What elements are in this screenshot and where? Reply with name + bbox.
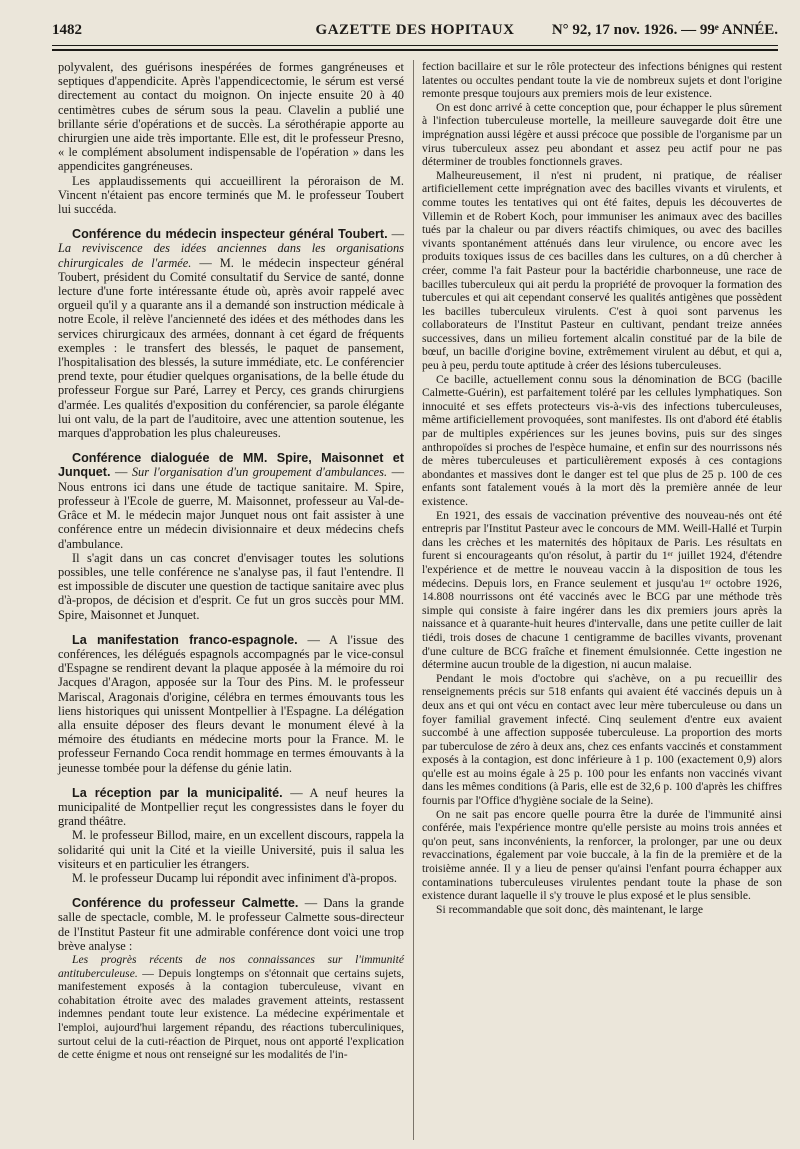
analysis-title: Les progrès récents de nos connaissances sur l'immunité antituberculeuse. [58,952,404,980]
page-number: 1482 [52,22,82,38]
paragraph: Les applaudissements qui accueillirent la péroraison de M. Vincent n'étaient pas encore terminés que M. le professeur Toubert lui succéda. [58,173,404,217]
paragraph: fection bacillaire et sur le rôle protecteur des infections bénignes qui restent latentes ou occultes pendant toute la vie de nombreux sujets et dont l'origine remonte presque toujours aux premiers mois de leur existence. [422,60,782,101]
page-header [52,20,778,44]
dash: — [110,465,132,480]
section-text: — Nous entrons ici dans une étude de tactique sanitaire. M. Spire, professeur à l'Ecole de guerre, M. Maisonnet, professeur au Val-de-Grâce et M. le médecin major Junquet nous ont fait assister à une conférence entre un médecin divisionnaire et deux médecins chefs d'ambulance. [58,465,404,551]
section-toubert [58,227,404,440]
section-text: — A neuf heures la municipalité de Montpellier reçut les congressistes dans le foyer du grand théâtre. [58,785,404,829]
section-reception [58,786,404,829]
section-heading: La manifestation franco-espagnole. [72,632,298,647]
left-column [58,60,404,1062]
section-calmette [58,896,404,953]
paragraph: M. le professeur Ducamp lui répondit avec infiniment d'à-propos. [72,870,397,885]
paragraph: Malheureusement, il n'est ni prudent, ni pratique, de réaliser artificiellement cette imprégnation avec des bacilles vivants et virulents, et comme toutes les tentatives qui ont été faites, depuis les découvertes de Villemin et de Robert Koch, pour immuniser les animaux avec des bacilles tués par la chaleur ou par divers réactifs chimiques, ou avec des bacilles vivants spontanément atténués dans leur virulence, ou encore avec les produits toxiques issus de ces bacilles dans les cultures, on a dû chercher à créer, comme l'a fait Pasteur pour la bactéridie charbonneuse, une race de bacilles tuberculeux qui ait perdu la propriété de provoquer la formation des tubercules et qui ait cependant conservé les qualités antigènes que possèdent les bacilles tuberculeux virulents. C'est à quoi sont parvenus les collaborateurs de l'Institut Pasteur en cultivant, pendant treize années successives, dans un milieu fortement alcalin constitué par de la bile de bœuf, un bacille d'origine bovine, extrêmement virulent au début, et qui a, peu à peu, perdu toute aptitude à créer des lésions tuberculeuses. [422,168,782,373]
section-heading: Conférence du médecin inspecteur général Toubert. [72,227,388,242]
section-franco-espagnole [58,633,404,775]
column-divider [413,60,414,1140]
paragraph: Pendant le mois d'octobre qui s'achève, on a pu recueillir des renseignements précis sur 518 enfants qui avaient été vaccinés depuis un à deux ans et qui ont vécu en contact avec leur mère tuberculeuse ou dans un foyer familial gravement infecté. Cinq seulement d'entre eux avaient succombé à une affection supposée tuberculeuse. La proportion des morts par tuberculose de zéro à deux ans, chez ces enfants vaccinés et constamment exposés à la contagion, est donc inférieure à 1 p. 100 (exactement 0,9) alors qu'elle est au moins égale à 25 p. 100 pour les enfants non vaccinés vivant dans les mêmes conditions (à Paris, elle est de 32,6 p. 100 d'après les chiffres fournis par l'Office d'hygiène sociale de la Seine). [422,671,782,808]
paragraph: polyvalent, des guérisons inespérées de formes gangréneuses et septiques d'appendicite. Après l'appendicectomie, le sérum est versé directement au contact du moignon. On injecte ensuite 20 à 40 centimètres cubes de sérum sous la peau. Clavelin a publié une brillante série d'opérations et de succès. La sérothérapie apporte au chirurgien une aide très importante. Elle est, dit le professeur Presno, « le complément absolument indispensable de l'opération » dans les appendicites gangréneuses. [58,60,404,174]
analysis-text: — Depuis longtemps on s'étonnait que certains sujets, manifestement exposés à la contagion tuberculeuse, vivant en cohabitation étroite avec des malades gravement atteints, restassent indemnes pendant toute leur existence. La médecine expérimentale et l'emploi, aujourd'hui largement répandu, des réactions tuberculiniques, surtout celui de la cuti-réaction de Pirquet, nous ont apporté l'explication de cette énigme et nous ont renseigné sur les modalités de l'in- [58,966,404,1062]
paragraph: Il s'agit dans un cas concret d'envisager toutes les solutions possibles, une telle conférence ne s'analyse pas, il faut l'entendre. Il est impossible de discuter une question de tactique sanitaire avec plus d'à-propos, de décision et d'esprit. Ce fut un gros succès pour MM. Spire, Maisonnet et Junquet. [58,550,404,622]
section-subtitle: La reviviscence des idées anciennes dans les organisations chirurgicales de l'armée. [58,241,404,270]
section-subtitle: Sur l'organisation d'un groupement d'ambulances. [131,465,388,480]
section-text: — Dans la grande salle de spectacle, comble, M. le professeur Calmette sous-directeur de l'Institut Pasteur fit une admirable conférence dont voici une trop brève analyse : [58,896,404,953]
paragraph: M. le professeur Billod, maire, en un excellent discours, rappela la solidarité qui unit la Cité et la vieille Université, puis il salua les visiteurs et en particulier les étrangers. [58,828,404,871]
section-text: — M. le médecin inspecteur général Toubert, président du Comité consultatif du Service de santé, donne lecture d'une forte intéressante étude où, après avoir rappelé avec orgueil qu'il y a quarante ans il a demandé son instruction médicale à notre Ecole, il relève l'ancienneté des idées et des méthodes dans les services chirurgicaux des armées, donnant à cet égard de fréquents exemples : le transfert des blessés, le paquet de pansement, l'hospitalisation des blessés, la suture immédiate, etc. Le conférencier prend texte, pour étudier quelques organisations, de la belle étude du professeur Forgue sur Paré, Larrey et Percy, ces grands chirurgiens d'armée. Les qualités d'exposition du conférencier, sa parole élégante lui ont valu, de la part de l'auditoire, avec une attention soutenue, les marques d'approbation les plus chaleureuses. [58,255,404,441]
paragraph: Si recommandable que soit donc, dès maintenant, le large [436,902,704,916]
paragraph: On ne sait pas encore quelle pourra être la durée de l'immunité ainsi conférée, mais l'expérience montre qu'elle persiste au moins trois années et qu'on peut, sans inconvénients, la renforcer, la prolonger, par une ou deux revaccinations, également par voie buccale, à la fin de la première et de la troisième année. Il y a lieu de penser qu'ainsi l'enfant pourra échapper aux contaminations tuberculeuses virulentes pendant toute la phase de son existence durant laquelle il s'y trouve le plus exposé et le plus sensible. [422,807,782,903]
paragraph: On est donc arrivé à cette conception que, pour échapper le plus sûrement à l'infection tuberculeuse mortelle, la meilleure sauvegarde doit être une imprégnation aussi légère et aussi précoce que possible de l'organisme par un virus tuberculeux assez peu abondant et assez peu actif pour ne pas déterminer de troubles fonctionnels graves. [422,100,782,169]
dash: — [387,227,404,242]
paragraph: En 1921, des essais de vaccination préventive des nouveau-nés ont été entrepris par l'Institut Pasteur avec le concours de MM. Weill-Hallé et Turpin dans les crèches et les maternités des hôpitaux de Paris. Les résultats en furent si encourageants qu'on résolut, à partir du 1ᵉʳ juillet 1924, d'étendre l'expérience et de mettre le nouveau vaccin à la disposition de tous les médecins. Depuis lors, en France seulement et jusqu'au 1ᵉʳ octobre 1926, 14.808 nourrissons ont été vaccinés avec le BCG par une méthode très simple qui consiste à faire ingérer dans les dix premiers jours après la naissance et à quarante-huit heures d'intervalle, dans une petite cuiller de lait tiédi, trois doses de chacune 1 centigramme de bacilles vivants, provenant d'une culture de BCG fraîche et finement émulsionnée. Cette ingestion ne détermine aucun trouble de la digestion, ni aucun malaise. [422,508,782,672]
section-heading: Conférence dialoguée de MM. Spire, Maisonnet et Junquet. [58,451,404,480]
paragraph: Ce bacille, actuellement connu sous la dénomination de BCG (bacille Calmette-Guérin), est parfaitement toléré par les cellules lymphatiques. Son innocuité et ses effets protecteurs vis-à-vis des infections tuberculeuses, même artificiellement provoquées, sont manifestes. Ils ont d'abord été établis par de multiples expériences sur les jeunes bovins, puis sur des singes anthropoïdes si proches de l'espèce humaine, et enfin sur des nourrissons nés de mères tuberculeuses et particulièrement exposés à ces contagions abondantes et massives dont le danger est tel que plus de 25 p. 100 de ces enfants sont fatalement voués à la mort dès la première année de leur existence. [422,372,782,508]
issue-info: N° 92, 17 nov. 1926. — 99ᵉ ANNÉE. [551,22,778,38]
analysis-paragraph [58,953,404,1062]
header-rule [52,45,778,46]
journal-title: GAZETTE DES HOPITAUX [315,22,515,38]
section-spire [58,451,404,550]
section-text: — A l'issue des conférences, les délégués espagnols accompagnés par le vice-consul d'Espagne se rendirent devant la plaque apposée à la mémoire du roi Jacques d'Aragon, apposée sur la Tour des Pins. M. le professeur Mariscal, Aragonais d'origine, célébra en termes émouvants tous les liens historiques qui unissent Montpellier à l'Espagne. La délégation alla ensuite déposer des fleurs devant le monument élevé à la mémoire des étudiants en médecine morts pour la France. M. le professeur Fernando Coca rendit hommage en termes émouvants à la jeunesse tombée pour la défense du génie latin. [58,632,404,775]
section-heading: Conférence du professeur Calmette. [72,896,299,911]
header-rule-thick [52,49,778,51]
right-column [422,60,782,916]
section-heading: La réception par la municipalité. [72,785,283,800]
